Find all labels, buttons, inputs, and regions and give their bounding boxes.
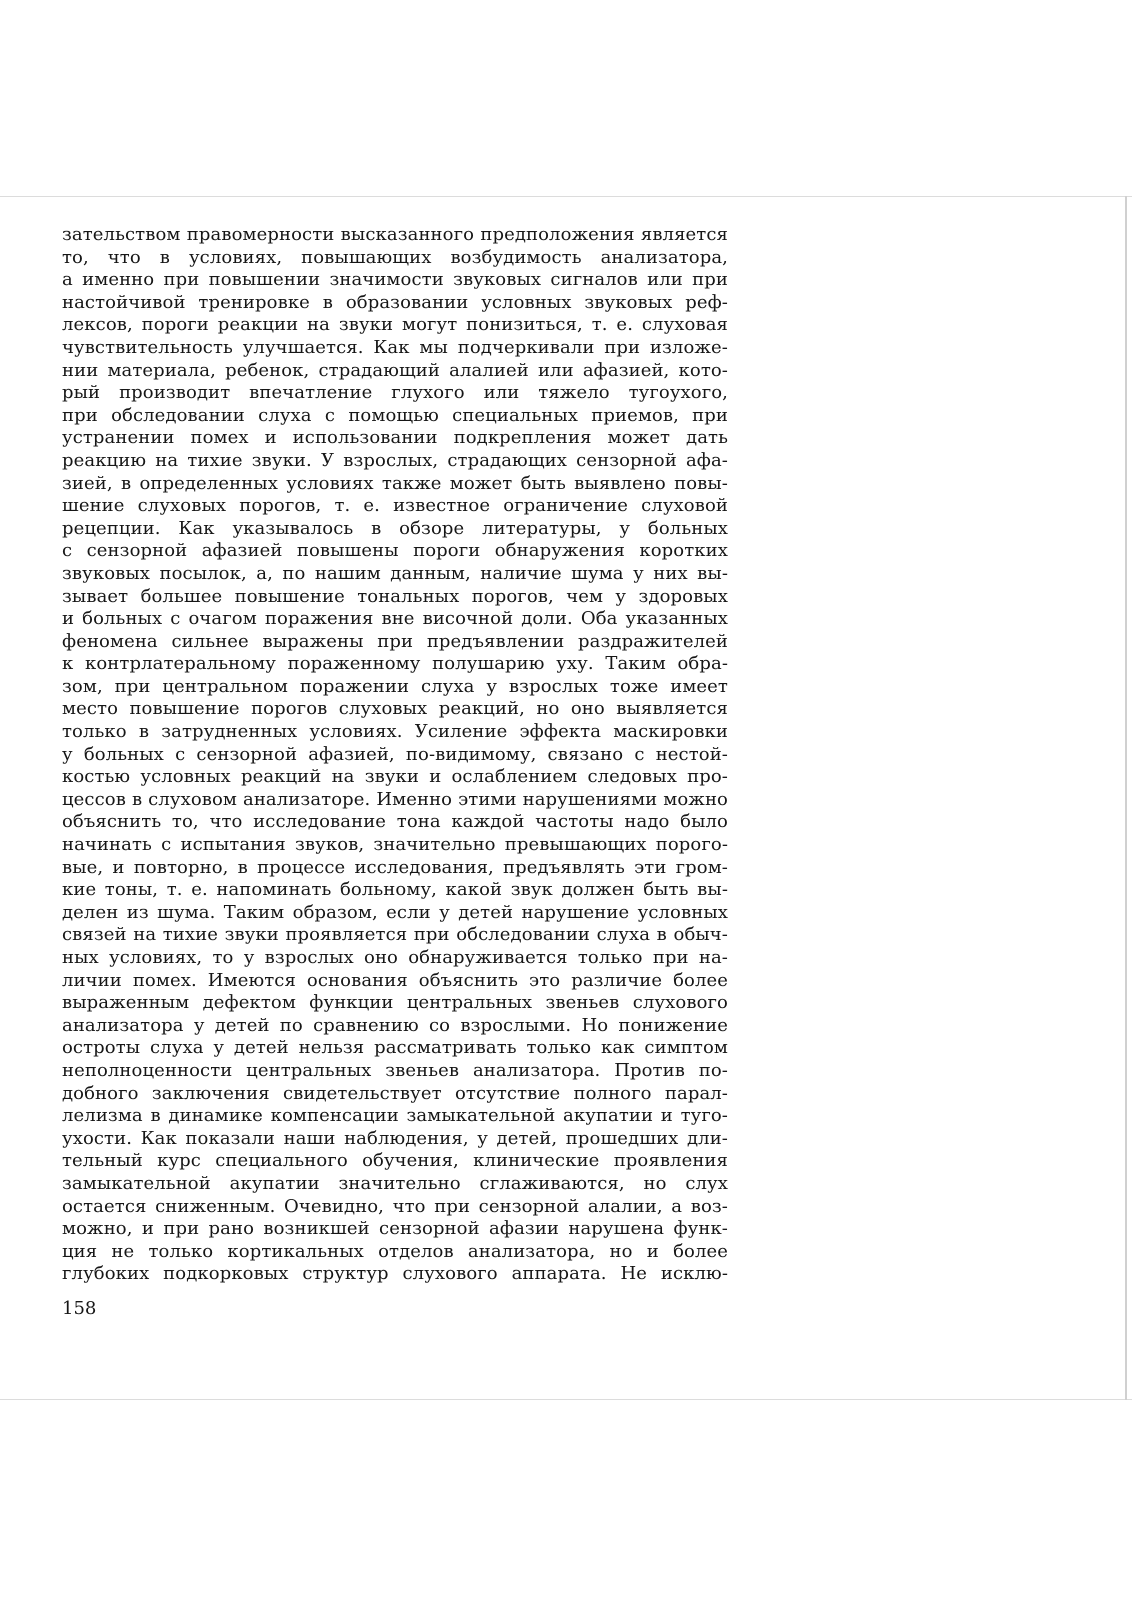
text-line: цессов в слуховом анализаторе. Именно этими нарушениями можно <box>62 788 728 810</box>
text-line: только в затрудненных условиях. Усиление эффекта маскировки <box>62 721 728 743</box>
page-edge-shadow <box>1125 196 1127 1400</box>
text-line: а именно при повышении значимости звуковых сигналов или при <box>62 269 728 291</box>
text-line: место повышение порогов слуховых реакций, но оно выявляется <box>62 698 728 720</box>
text-line: кие тоны, т. е. напоминать больному, какой звук должен быть вы- <box>62 879 728 901</box>
text-line: рый производит впечатление глухого или тяжело тугоухого, <box>62 382 728 404</box>
text-line: у больных с сензорной афазией, по-видимому, связано с нестой- <box>62 743 728 765</box>
text-line: ция не только кортикальных отделов анализатора, но и более <box>62 1240 728 1262</box>
text-line: зательством правомерности высказанного предположения является <box>62 224 728 245</box>
text-line: зывает большее повышение тональных порогов, чем у здоровых <box>62 585 728 607</box>
page-number: 158 <box>62 1298 97 1319</box>
text-line: вые, и повторно, в процессе исследования, предъявлять эти гром- <box>62 856 728 878</box>
text-line: анализатора у детей по сравнению со взрослыми. Но понижение <box>62 1014 728 1036</box>
text-line: устранении помех и использовании подкрепления может дать <box>62 427 728 449</box>
text-line: реакцию на тихие звуки. У взрослых, страдающих сензорной афа- <box>62 449 728 471</box>
text-line: при обследовании слуха с помощью специальных приемов, при <box>62 404 728 426</box>
text-line: лелизма в динамике компенсации замыкательной акупатии и туго- <box>62 1105 728 1127</box>
text-line: тельный курс специального обучения, клинические проявления <box>62 1150 728 1172</box>
text-line: объяснить то, что исследование тона каждой частоты надо было <box>62 811 728 833</box>
text-line: добного заключения свидетельствует отсутствие полного парал- <box>62 1082 728 1104</box>
text-line: то, что в условиях, повышающих возбудимость анализатора, <box>62 246 728 268</box>
text-line: ухости. Как показали наши наблюдения, у детей, прошедших дли- <box>62 1127 728 1149</box>
text-line: остроты слуха у детей нельзя рассматривать только как симптом <box>62 1037 728 1059</box>
text-line: зом, при центральном поражении слуха у взрослых тоже имеет <box>62 675 728 697</box>
text-line: выраженным дефектом функции центральных звеньев слухового <box>62 992 728 1014</box>
text-line: зией, в определенных условиях также может быть выявлено повы- <box>62 472 728 494</box>
text-line: звуковых посылок, а, по нашим данным, наличие шума у них вы- <box>62 562 728 584</box>
text-line: связей на тихие звуки проявляется при обследовании слуха в обыч- <box>62 924 728 946</box>
text-line: можно, и при рано возникшей сензорной афазии нарушена функ- <box>62 1218 728 1240</box>
text-line: делен из шума. Таким образом, если у детей нарушение условных <box>62 901 728 923</box>
text-line: с сензорной афазией повышены пороги обнаружения коротких <box>62 540 728 562</box>
text-line: феномена сильнее выражены при предъявлении раздражителей <box>62 630 728 652</box>
text-line: чувствительность улучшается. Как мы подчеркивали при изложе- <box>62 336 728 358</box>
text-line: к контрлатеральному пораженному полушарию уху. Таким обра- <box>62 653 728 675</box>
text-line: ных условиях, то у взрослых оно обнаруживается только при на- <box>62 947 728 968</box>
text-line: лексов, пороги реакции на звуки могут понизиться, т. е. слуховая <box>62 314 728 336</box>
text-line: настойчивой тренировке в образовании условных звуковых реф- <box>62 291 728 313</box>
text-line: неполноценности центральных звеньев анализатора. Против по- <box>62 1059 728 1081</box>
text-line: остается сниженным. Очевидно, что при сензорной алалии, а воз- <box>62 1195 728 1217</box>
text-line: личии помех. Имеются основания объяснить это различие более <box>62 969 728 991</box>
text-line: нии материала, ребенок, страдающий алалией или афазией, кото- <box>62 359 728 381</box>
text-line: шение слуховых порогов, т. е. известное ограничение слуховой <box>62 495 728 517</box>
text-line: рецепции. Как указывалось в обзоре литературы, у больных <box>62 517 728 539</box>
text-line: начинать с испытания звуков, значительно превышающих порого- <box>62 834 728 856</box>
text-line: глубоких подкорковых структур слухового аппарата. Не исклю- <box>62 1263 728 1285</box>
text-line: и больных с очагом поражения вне височной доли. Оба указанных <box>62 608 728 630</box>
text-line: замыкательной акупатии значительно сглаживаются, но слух <box>62 1172 728 1194</box>
text-line: костью условных реакций на звуки и ослаблением следовых про- <box>62 766 728 788</box>
body-text <box>62 224 728 1286</box>
